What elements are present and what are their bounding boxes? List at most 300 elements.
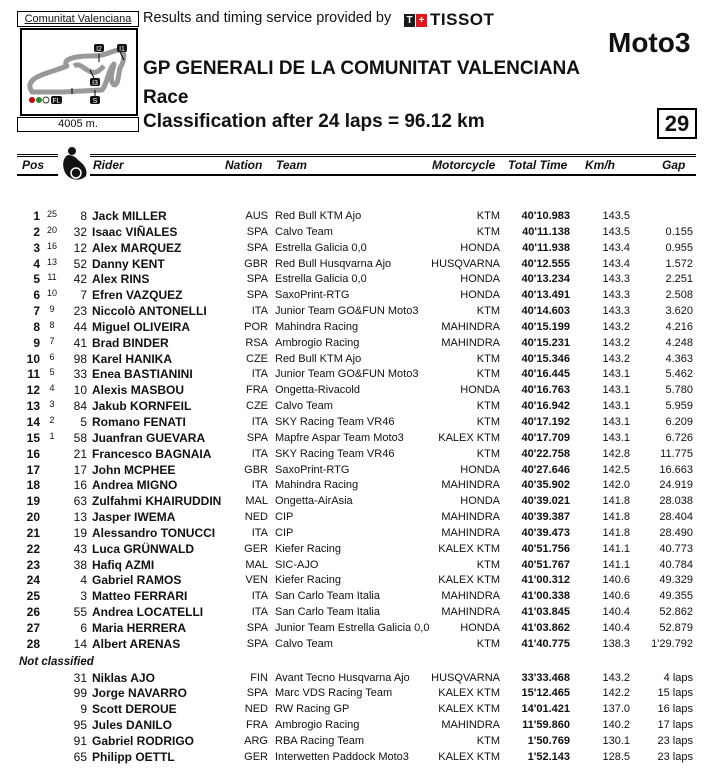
rider-name: Danny KENT — [92, 256, 165, 271]
team: Marc VDS Racing Team — [275, 687, 393, 700]
nation: NED — [244, 511, 268, 524]
total-time: 15'12.465 — [521, 687, 570, 700]
points: 25 — [46, 209, 57, 219]
speed: 143.2 — [602, 352, 630, 365]
rider-number: 17 — [73, 462, 87, 477]
team: San Carlo Team Italia — [275, 590, 380, 603]
nation: ITA — [251, 606, 268, 619]
points: 5 — [49, 367, 55, 378]
points: 2 — [49, 414, 55, 425]
result-row — [0, 415, 715, 431]
rider-name: Matteo FERRARI — [92, 589, 188, 604]
position: 7 — [33, 304, 40, 319]
points: 9 — [49, 304, 55, 315]
not-classified-row — [0, 702, 715, 718]
rider-number: 6 — [80, 620, 87, 635]
position: 8 — [33, 319, 40, 334]
gap: 1.572 — [665, 257, 693, 270]
total-time: 40'17.709 — [521, 431, 570, 444]
total-time: 14'01.421 — [521, 703, 570, 716]
result-row — [0, 573, 715, 589]
motorcycle: KTM — [476, 558, 500, 571]
rider-number: 12 — [73, 240, 87, 255]
total-time: 40'35.902 — [521, 479, 570, 492]
rider-name: Luca GRÜNWALD — [92, 541, 194, 556]
total-time: 40'12.555 — [521, 257, 570, 270]
rider-number: 9 — [80, 702, 87, 717]
motorcycle: KTM — [476, 210, 500, 222]
nation: MAL — [245, 495, 268, 508]
result-row — [0, 637, 715, 653]
total-time: 1'50.769 — [527, 735, 570, 747]
team: Mapfre Aspar Team Moto3 — [275, 431, 404, 444]
team: RBA Racing Team — [275, 735, 365, 747]
not-classified-row — [0, 718, 715, 734]
rider-number: 23 — [73, 304, 87, 319]
speed: 143.1 — [602, 400, 630, 413]
team: Mahindra Racing — [275, 320, 359, 333]
position: 5 — [33, 272, 40, 287]
points: 16 — [46, 240, 57, 251]
gap: 11.775 — [660, 447, 693, 460]
rider-number: 38 — [73, 557, 87, 572]
nation: FIN — [250, 671, 268, 684]
rider-number: 43 — [73, 541, 87, 556]
total-time: 41'00.312 — [521, 574, 570, 587]
speed: 143.1 — [602, 368, 630, 381]
rider-number: 16 — [73, 478, 87, 493]
result-row — [0, 399, 715, 415]
header-rule-bottom — [17, 174, 696, 176]
points: 7 — [49, 335, 55, 346]
position: 1 — [33, 209, 40, 223]
gap: 28.404 — [659, 511, 693, 524]
col-header-team: Team — [276, 158, 307, 172]
speed: 143.5 — [602, 210, 630, 222]
team: Junior Team Estrella Galicia 0,0 — [275, 621, 430, 634]
speed: 143.1 — [602, 431, 630, 444]
motorcycle: KTM — [476, 415, 500, 428]
speed: 142.0 — [602, 479, 630, 492]
total-time: 40'16.763 — [521, 384, 570, 397]
nation: ITA — [251, 305, 268, 318]
motorcycle: KALEX KTM — [438, 703, 500, 716]
rider-name: Alex MARQUEZ — [92, 240, 182, 255]
nation: ITA — [251, 368, 268, 381]
position: 9 — [33, 335, 40, 350]
result-row — [0, 463, 715, 479]
rider-number: 5 — [80, 414, 87, 429]
gap: 4.248 — [665, 336, 693, 349]
nation: CZE — [246, 400, 268, 413]
position: 10 — [26, 351, 40, 366]
results-table — [0, 209, 715, 766]
team: Kiefer Racing — [275, 574, 342, 587]
position: 22 — [26, 541, 40, 556]
col-header-pos: Pos — [22, 158, 45, 172]
speed: 137.0 — [602, 703, 630, 716]
position: 18 — [26, 478, 40, 493]
event-title: GP GENERALI DE LA COMUNITAT VALENCIANA — [143, 58, 580, 79]
gap: 28.038 — [659, 495, 693, 508]
total-time: 40'15.231 — [521, 336, 570, 349]
motorcycle: HONDA — [460, 241, 500, 254]
rider-number: 14 — [73, 636, 87, 651]
gap: 5.462 — [665, 368, 693, 381]
total-time: 1'52.143 — [527, 750, 570, 763]
result-row — [0, 320, 715, 336]
gap: 0.955 — [665, 241, 693, 254]
rider-name: Jakub KORNFEIL — [92, 399, 192, 414]
rider-number: 99 — [73, 686, 87, 701]
motorcycle: MAHINDRA — [441, 590, 500, 603]
track-length: 4005 m. — [17, 117, 139, 132]
rider-number: 65 — [73, 749, 87, 764]
col-header-nation: Nation — [225, 158, 263, 172]
points: 20 — [46, 224, 57, 235]
points: 3 — [49, 399, 55, 410]
total-time: 33'33.468 — [521, 671, 570, 684]
rider-name: Juanfran GUEVARA — [92, 430, 206, 445]
rider-name: Scott DEROUE — [92, 702, 177, 717]
team: CIP — [275, 526, 294, 539]
rider-name: Philipp OETTL — [92, 749, 175, 764]
gap: 17 laps — [657, 719, 693, 732]
motorcycle: HONDA — [460, 273, 500, 286]
motorcycle: KTM — [476, 447, 500, 460]
motorcycle: KTM — [476, 368, 500, 381]
class-title: Moto3 — [608, 27, 691, 58]
position: 25 — [26, 589, 40, 604]
rider-name: Zulfahmi KHAIRUDDIN — [92, 494, 222, 509]
rider-number: 33 — [73, 367, 87, 382]
team: Calvo Team — [275, 225, 333, 238]
speed: 143.3 — [602, 273, 630, 286]
rider-number: 32 — [73, 224, 87, 239]
rider-number: 58 — [73, 430, 87, 445]
motorcycle: HONDA — [460, 289, 500, 302]
gap: 40.773 — [659, 542, 693, 555]
rider-name: Niccolò ANTONELLI — [92, 304, 207, 319]
gap: 4.216 — [665, 320, 693, 333]
rider-name: Enea BASTIANINI — [92, 367, 193, 382]
circuit-name: Comunitat Valenciana — [17, 11, 139, 27]
result-row — [0, 336, 715, 352]
motorcycle: KTM — [476, 225, 500, 238]
motorcycle: MAHINDRA — [441, 511, 500, 524]
team: SKY Racing Team VR46 — [275, 447, 395, 460]
total-time: 40'13.491 — [521, 289, 570, 302]
gap: 1'29.792 — [651, 637, 693, 650]
tissot-logo — [404, 11, 494, 29]
points: 1 — [49, 430, 55, 441]
motorcycle: MAHINDRA — [441, 526, 500, 539]
speed: 141.1 — [602, 558, 630, 571]
rider-number: 98 — [73, 351, 87, 366]
speed: 140.2 — [602, 719, 630, 732]
result-row — [0, 288, 715, 304]
gap: 16.663 — [659, 463, 693, 476]
speed: 143.4 — [602, 241, 630, 254]
not-classified-row — [0, 686, 715, 702]
speed: 138.3 — [602, 637, 630, 650]
total-time: 40'51.756 — [521, 542, 570, 555]
not-classified-row — [0, 734, 715, 750]
points: 10 — [46, 288, 57, 299]
position: 11 — [27, 367, 40, 382]
motorcycle: HUSQVARNA — [431, 671, 500, 684]
nation: ITA — [251, 590, 268, 603]
rider-name: Efren VAZQUEZ — [92, 288, 183, 303]
total-time: 40'39.021 — [521, 495, 570, 508]
rider-name: Miguel OLIVEIRA — [92, 319, 191, 334]
rider-number: 13 — [73, 510, 87, 525]
motorcycle-rider-icon — [58, 146, 90, 182]
team: Mahindra Racing — [275, 479, 359, 492]
nation: VEN — [245, 574, 268, 587]
speed: 142.5 — [602, 463, 630, 476]
tissot-wordmark: TISSOT — [430, 10, 495, 29]
gap: 4 laps — [663, 671, 693, 684]
total-time: 11'59.860 — [522, 719, 570, 732]
total-time: 40'14.603 — [521, 305, 570, 318]
col-header-motorcycle: Motorcycle — [432, 158, 496, 172]
motorcycle: KTM — [476, 400, 500, 413]
total-time: 40'15.199 — [521, 320, 570, 333]
speed: 141.8 — [602, 511, 630, 524]
gap: 49.329 — [659, 574, 693, 587]
map-label-i2: I2 — [96, 46, 102, 53]
gap: 2.508 — [665, 289, 693, 302]
rider-name: Jasper IWEMA — [92, 510, 176, 525]
motorcycle: HUSQVARNA — [431, 257, 500, 270]
speed: 140.4 — [602, 606, 630, 619]
session-title: Race — [143, 87, 189, 108]
position: 3 — [33, 240, 40, 255]
position: 26 — [26, 605, 40, 620]
rider-name: Karel HANIKA — [92, 351, 173, 366]
nation: AUS — [245, 210, 268, 222]
team: Interwetten Paddock Moto3 — [275, 750, 409, 763]
gap: 23 laps — [657, 735, 693, 747]
speed: 142.8 — [602, 447, 630, 460]
speed: 143.1 — [602, 415, 630, 428]
rider-number: 84 — [73, 399, 87, 414]
speed: 140.4 — [602, 621, 630, 634]
speed: 130.1 — [602, 735, 630, 747]
gap: 15 laps — [657, 687, 693, 700]
motorcycle: MAHINDRA — [441, 479, 500, 492]
rider-name: Maria HERRERA — [92, 620, 187, 635]
total-time: 40'16.942 — [521, 400, 570, 413]
total-time: 40'15.346 — [521, 352, 570, 365]
col-header-gap: Gap — [662, 158, 686, 172]
points: 13 — [46, 256, 57, 267]
gap: 24.919 — [659, 479, 693, 492]
motorcycle: KTM — [476, 637, 500, 650]
speed: 141.1 — [602, 542, 630, 555]
gap: 23 laps — [657, 750, 693, 763]
rider-number: 10 — [73, 383, 87, 398]
nation: SPA — [246, 241, 268, 254]
page-number: 29 — [657, 108, 697, 139]
speed: 140.6 — [602, 590, 630, 603]
team: Ongetta-Rivacold — [275, 384, 360, 397]
nation: MAL — [245, 558, 268, 571]
gap: 52.862 — [659, 606, 693, 619]
tissot-logo-mark: T — [406, 14, 413, 26]
team: Red Bull Husqvarna Ajo — [275, 257, 392, 270]
result-row — [0, 589, 715, 605]
position: 24 — [26, 573, 40, 588]
speed: 143.2 — [602, 671, 630, 684]
total-time: 40'22.758 — [521, 447, 570, 460]
position: 27 — [26, 620, 40, 635]
speed: 143.3 — [602, 289, 630, 302]
gap: 16 laps — [657, 703, 693, 716]
team: RW Racing GP — [275, 703, 350, 716]
points: 11 — [47, 272, 57, 283]
position: 4 — [33, 256, 40, 271]
position: 14 — [26, 414, 40, 429]
rider-name: Alessandro TONUCCI — [92, 525, 216, 540]
speed: 143.4 — [602, 257, 630, 270]
team: SIC-AJO — [275, 558, 319, 571]
nation: RSA — [245, 336, 268, 349]
speed: 143.1 — [602, 384, 630, 397]
motorcycle: KALEX KTM — [438, 542, 500, 555]
not-classified-heading: Not classified — [19, 655, 94, 668]
result-row — [0, 241, 715, 257]
team: Avant Tecno Husqvarna Ajo — [275, 671, 410, 684]
rider-name: Alex RINS — [92, 272, 150, 287]
total-time: 41'03.845 — [521, 606, 570, 619]
total-time: 40'11.938 — [522, 241, 570, 254]
nation: ITA — [251, 447, 268, 460]
result-row — [0, 352, 715, 368]
position: 21 — [26, 525, 40, 540]
classification-title: Classification after 24 laps = 96.12 km — [143, 111, 485, 132]
rider-name: Alexis MASBOU — [92, 383, 185, 398]
rider-number: 42 — [73, 272, 87, 287]
circuit-map — [20, 28, 138, 116]
result-row — [0, 383, 715, 399]
result-row — [0, 605, 715, 621]
gap: 4.363 — [665, 352, 693, 365]
nation: SPA — [246, 225, 268, 238]
speed: 141.8 — [602, 495, 630, 508]
nation: ARG — [244, 735, 268, 747]
total-time: 41'03.862 — [521, 621, 570, 634]
nation: SPA — [246, 637, 268, 650]
motorcycle: KALEX KTM — [438, 750, 500, 763]
nation: ITA — [251, 526, 268, 539]
rider-name: Andrea LOCATELLI — [92, 605, 204, 620]
speed: 142.2 — [602, 687, 630, 700]
motorcycle: MAHINDRA — [441, 320, 500, 333]
gap: 28.490 — [659, 526, 693, 539]
col-header-kmh: Km/h — [585, 158, 615, 172]
points: 6 — [49, 351, 55, 362]
nation: FRA — [246, 384, 268, 397]
points: 8 — [49, 319, 55, 330]
rider-name: Romano FENATI — [92, 414, 186, 429]
position: 16 — [26, 446, 40, 461]
motorcycle: KTM — [476, 352, 500, 365]
gap: 5.959 — [665, 400, 693, 413]
rider-number: 19 — [73, 525, 87, 540]
rider-number: 41 — [73, 335, 87, 350]
rider-name: Niklas AJO — [92, 670, 155, 685]
motorcycle: HONDA — [460, 463, 500, 476]
team: Ongetta-AirAsia — [275, 495, 353, 508]
speed: 141.8 — [602, 526, 630, 539]
gap: 6.209 — [665, 415, 693, 428]
team: Estrella Galicia 0,0 — [275, 273, 367, 286]
motorcycle: MAHINDRA — [441, 336, 500, 349]
total-time: 40'27.646 — [521, 463, 570, 476]
result-row — [0, 558, 715, 574]
team: Red Bull KTM Ajo — [275, 352, 362, 365]
nation: SPA — [246, 621, 268, 634]
motorcycle: KTM — [476, 305, 500, 318]
total-time: 41'00.338 — [521, 590, 570, 603]
rider-number: 95 — [73, 718, 87, 733]
motorcycle: HONDA — [460, 384, 500, 397]
motorcycle: KALEX KTM — [438, 431, 500, 444]
total-time: 40'16.445 — [521, 368, 570, 381]
position: 15 — [26, 430, 40, 445]
total-time: 41'40.775 — [521, 637, 570, 650]
motorcycle: KALEX KTM — [438, 574, 500, 587]
gap: 6.726 — [665, 431, 693, 444]
team: Calvo Team — [275, 637, 333, 650]
team: CIP — [275, 511, 294, 524]
total-time: 40'51.767 — [521, 558, 570, 571]
position: 2 — [33, 224, 40, 239]
position: 28 — [26, 636, 40, 651]
nation: SPA — [246, 273, 268, 286]
total-time: 40'13.234 — [521, 273, 570, 286]
nation: GBR — [244, 463, 268, 476]
rider-number: 4 — [80, 573, 87, 588]
rider-number: 3 — [80, 589, 87, 604]
position: 12 — [26, 383, 40, 398]
motorcycle: KALEX KTM — [438, 687, 500, 700]
team: SaxoPrint-RTG — [275, 289, 350, 302]
motorcycle: HONDA — [460, 621, 500, 634]
team: San Carlo Team Italia — [275, 606, 380, 619]
rider-number: 8 — [80, 209, 87, 223]
result-row — [0, 542, 715, 558]
rider-name: Isaac VIÑALES — [92, 224, 178, 239]
team: Ambrogio Racing — [275, 719, 360, 732]
team: Estrella Galicia 0,0 — [275, 241, 367, 254]
total-time: 40'10.983 — [521, 210, 570, 222]
col-header-rider: Rider — [93, 158, 124, 172]
rider-number: 31 — [73, 670, 87, 685]
team: SKY Racing Team VR46 — [275, 415, 395, 428]
result-row — [0, 478, 715, 494]
map-label-fl: FL — [52, 98, 61, 105]
nation: CZE — [246, 352, 268, 365]
result-row — [0, 367, 715, 383]
team: SaxoPrint-RTG — [275, 463, 350, 476]
result-row — [0, 272, 715, 288]
gap: 2.251 — [665, 273, 693, 286]
team: Ambrogio Racing — [275, 336, 360, 349]
map-label-i3: I3 — [92, 80, 98, 87]
